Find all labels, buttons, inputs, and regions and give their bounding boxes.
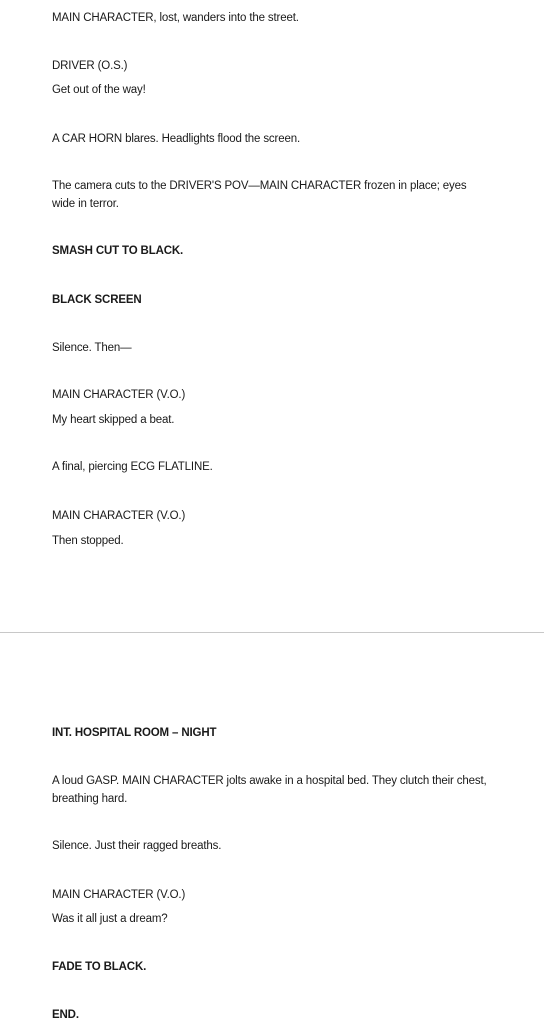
- character-name: MAIN CHARACTER (V.O.): [52, 389, 186, 401]
- scene-heading: INT. HOSPITAL ROOM – NIGHT: [52, 727, 217, 739]
- action-line: A CAR HORN blares. Headlights flood the screen.: [52, 133, 300, 145]
- action-line: A loud GASP. MAIN CHARACTER jolts awake in a hospital bed. They clutch their chest, breathing hard.: [52, 775, 487, 805]
- action-line: The camera cuts to the DRIVER'S POV—MAIN CHARACTER frozen in place; eyes wide in terror.: [52, 180, 467, 210]
- character-name: DRIVER (O.S.): [52, 60, 128, 72]
- scene-heading: BLACK SCREEN: [52, 294, 142, 306]
- action-line: Silence. Then—: [52, 342, 132, 354]
- action-line: MAIN CHARACTER, lost, wanders into the street.: [52, 12, 299, 24]
- transition-line: SMASH CUT TO BLACK.: [52, 245, 184, 257]
- dialogue-line: My heart skipped a beat.: [52, 414, 175, 426]
- action-line: Silence. Just their ragged breaths.: [52, 840, 222, 852]
- action-line: A final, piercing ECG FLATLINE.: [52, 461, 213, 473]
- dialogue-line: Get out of the way!: [52, 84, 146, 96]
- dialogue-line: Was it all just a dream?: [52, 913, 168, 925]
- dialogue-line: Then stopped.: [52, 535, 124, 547]
- transition-line: FADE TO BLACK.: [52, 961, 147, 973]
- end-marker: END.: [52, 1009, 79, 1021]
- character-name: MAIN CHARACTER (V.O.): [52, 889, 186, 901]
- character-name: MAIN CHARACTER (V.O.): [52, 510, 186, 522]
- page-break-divider: [0, 632, 544, 633]
